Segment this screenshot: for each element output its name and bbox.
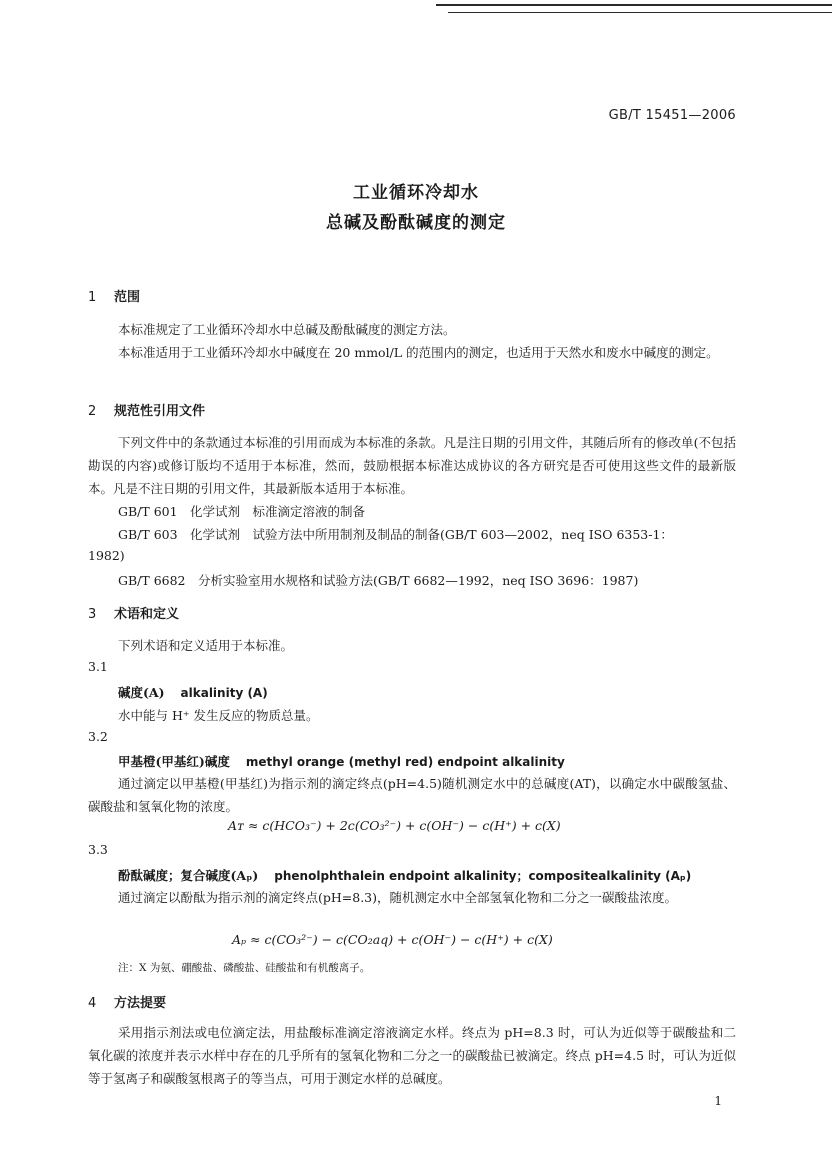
clause-number: 3.2 — [88, 729, 108, 744]
term-cn: 酚酞碱度；复合碱度(Aₚ) — [118, 868, 259, 883]
section-title: 规范性引用文件 — [114, 404, 206, 419]
standard-number: GB/T 15451—2006 — [608, 108, 736, 123]
section-number: 1 — [88, 290, 97, 305]
term-alkalinity — [118, 683, 268, 701]
section-number: 2 — [88, 404, 97, 419]
term-definition: 水中能与 H⁺ 发生反应的物质总量。 — [118, 708, 319, 723]
clause-number: 3.1 — [88, 659, 108, 674]
paragraph: 下列文件中的条款通过本标准的引用而成为本标准的条款。凡是注日期的引用文件，其随后所有的修改单(不包括勘误的内容)或修订版均不适用于本标准，然而，鼓励根据本标准达成协议的各方研究是否可使用这些文件的最新版本。凡是不注日期的引用文件，其最新版本适用于本标准。 — [88, 435, 736, 496]
paragraph: 采用指示剂法或电位滴定法，用盐酸标准滴定溶液滴定水样。终点为 pH=8.3 时，可认为近似等于碳酸盐和二氧化碳的浓度并表示水样中存在的几乎所有的氢氧化物和二分之一的碳酸盐已被滴定。终点 pH=4.5 时，可认为近似等于氢离子和碳酸氢根离子的等当点，可用于测定水样的总碱度。 — [88, 1025, 736, 1086]
term-en: methyl orange (methyl red) endpoint alkalinity — [245, 755, 565, 769]
document-title-line1: 工业循环冷却水 — [353, 183, 479, 203]
scan-edge-line — [436, 4, 832, 6]
term-definition: 通过滴定以甲基橙(甲基红)为指示剂的滴定终点(pH=4.5)随机测定水中的总碱度(AT)，以确定水中碳酸氢盐、碳酸盐和氢氧化物的浓度。 — [88, 776, 736, 814]
section-title: 术语和定义 — [114, 607, 180, 622]
section-number: 3 — [88, 607, 97, 622]
clause-number: 3.3 — [88, 842, 108, 857]
reference-item: GB/T 601 化学试剂 标准滴定溶液的制备 — [118, 504, 366, 519]
formula-phenolphthalein-alkalinity: Aₚ ≈ c(CO₃²⁻) − c(CO₂aq) + c(OH⁻) − c(H⁺) + c(X) — [232, 932, 553, 947]
paragraph: 本标准适用于工业循环冷却水中碱度在 20 mmol/L 的范围内的测定，也适用于天然水和废水中碱度的测定。 — [118, 345, 719, 360]
scan-edge-line — [448, 12, 832, 13]
term-en: phenolphthalein endpoint alkalinity；compositealkalinity (Aₚ) — [274, 869, 692, 883]
term-phenolphthalein-alkalinity — [118, 866, 691, 884]
term-definition: 通过滴定以酚酞为指示剂的滴定终点(pH=8.3)，随机测定水中全部氢氧化物和二分之一碳酸盐浓度。 — [118, 890, 678, 905]
section-heading-normative-references — [88, 400, 205, 419]
reference-item: GB/T 603 化学试剂 试验方法中所用制剂及制品的制备(GB/T 603—2002，neq ISO 6353-1： — [118, 527, 673, 542]
page-number: 1 — [714, 1094, 722, 1108]
section-heading-scope — [88, 286, 140, 305]
term-methyl-orange-alkalinity — [118, 752, 565, 770]
reference-item: GB/T 6682 分析实验室用水规格和试验方法(GB/T 6682—1992，neq ISO 3696：1987) — [118, 573, 639, 588]
section-title: 方法提要 — [114, 996, 167, 1011]
document-title-line2: 总碱及酚酞碱度的测定 — [326, 213, 506, 233]
paragraph: 下列术语和定义适用于本标准。 — [118, 638, 294, 653]
note: 注：X 为氨、硼酸盐、磷酸盐、硅酸盐和有机酸离子。 — [118, 962, 371, 974]
section-heading-method-summary — [88, 992, 166, 1011]
paragraph: 本标准规定了工业循环冷却水中总碱及酚酞碱度的测定方法。 — [118, 322, 456, 337]
section-title: 范围 — [114, 290, 141, 305]
term-cn: 碱度(A) — [118, 685, 165, 700]
term-en: alkalinity (A) — [180, 686, 268, 700]
section-number: 4 — [88, 996, 97, 1011]
reference-item-continuation: 1982) — [88, 548, 125, 563]
formula-total-alkalinity: Aᴛ ≈ c(HCO₃⁻) + 2c(CO₃²⁻) + c(OH⁻) − c(H⁺) + c(X) — [228, 818, 561, 833]
term-cn: 甲基橙(甲基红)碱度 — [118, 754, 230, 769]
section-heading-terms — [88, 603, 179, 622]
